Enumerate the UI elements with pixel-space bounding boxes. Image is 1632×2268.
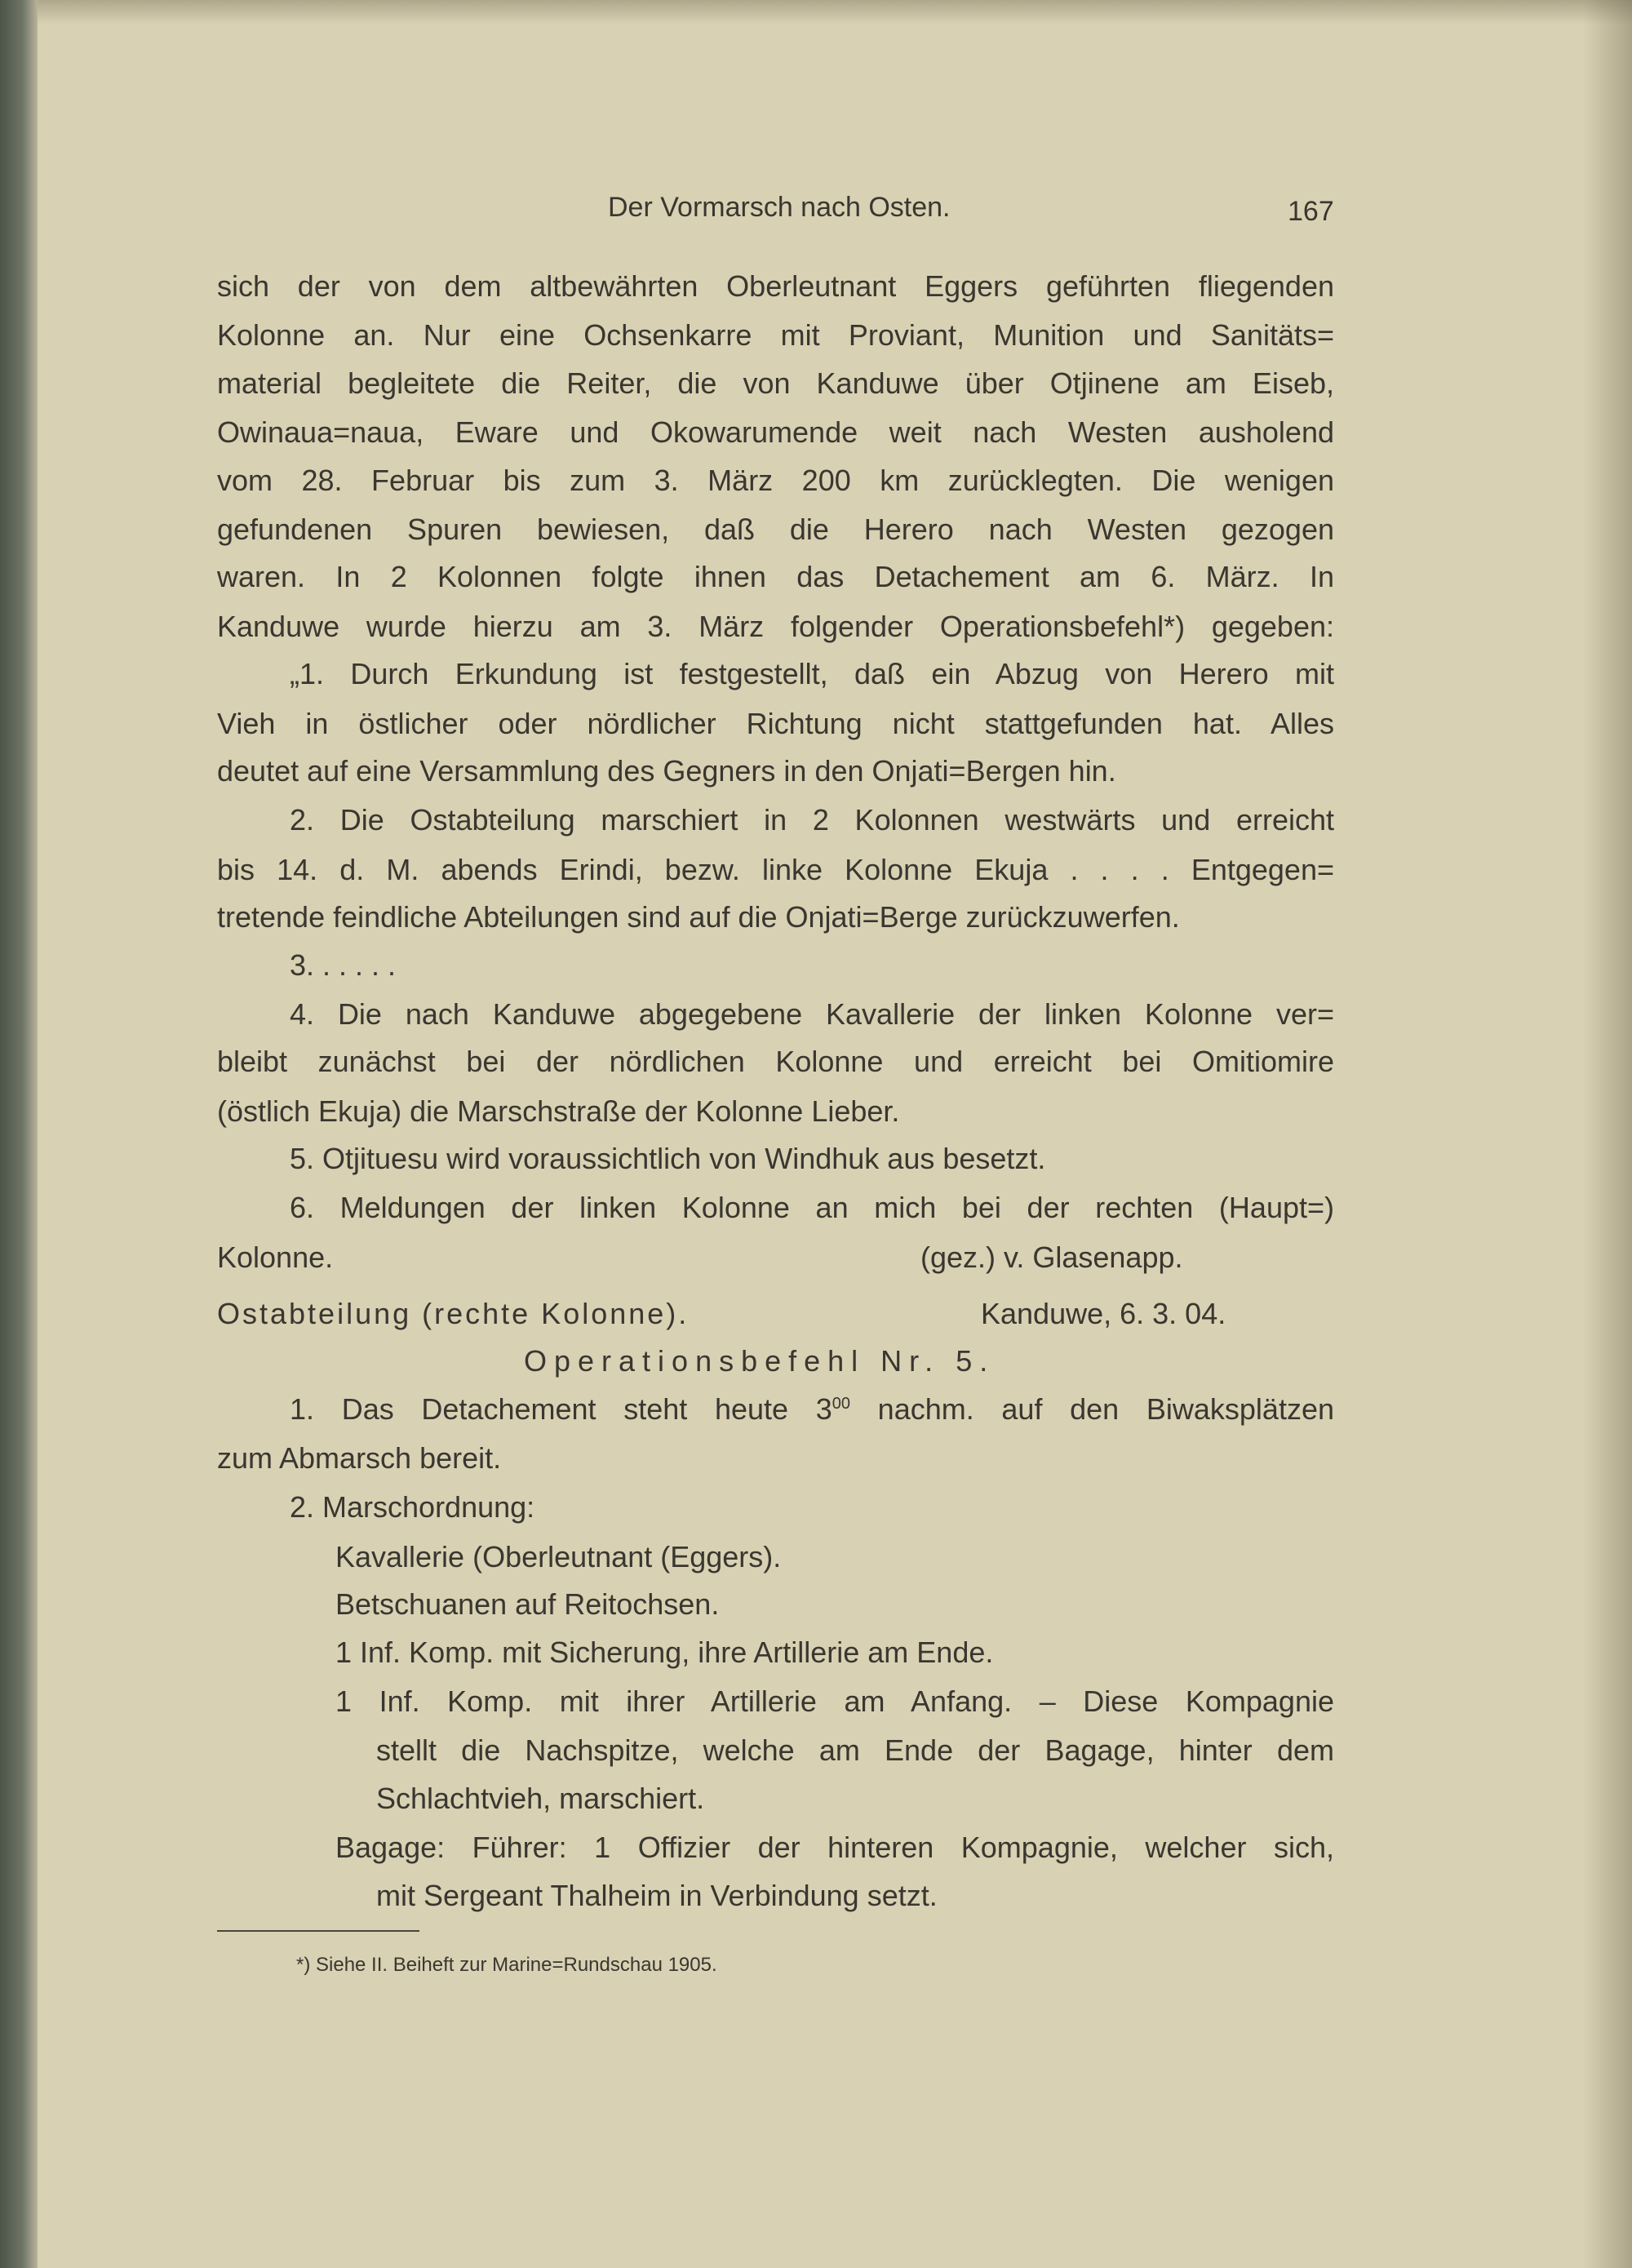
text-line: 2. Marschordnung: [290, 1490, 535, 1524]
text-line: 3. . . . . . [290, 948, 397, 982]
text-segment: 1. Das Detachement steht heute 3 [290, 1392, 832, 1426]
text-line: Vieh in östlicher oder nördlicher Richtung nicht stattgefunden hat. Alles [217, 707, 1334, 740]
text-segment: nachm. auf den Biwaksplätzen [849, 1392, 1334, 1426]
text-line: 1 Inf. Komp. mit ihrer Artillerie am Anfang. – Diese Kompagnie [335, 1684, 1334, 1718]
text-line: 1 Inf. Komp. mit Sicherung, ihre Artillerie am Ende. [335, 1636, 994, 1669]
order-unit: Ostabteilung (rechte Kolonne). [217, 1297, 690, 1330]
text-line: Betschuanen auf Reitochsen. [335, 1587, 720, 1621]
text-line: sich der von dem altbewährten Oberleutnant Eggers geführten fliegenden [217, 269, 1334, 303]
text-line: Owinaua=naua, Eware und Okowarumende weit nach Westen ausholend [217, 415, 1334, 449]
text-line: Bagage: Führer: 1 Offizier der hinteren Kompagnie, welcher sich, [335, 1831, 1334, 1864]
text-line: Kolonne an. Nur eine Ochsenkarre mit Proviant, Munition und Sanitäts= [217, 318, 1334, 352]
signature-name: (gez.) v. Glasenapp. [920, 1241, 1183, 1274]
text-line: zum Abmarsch bereit. [217, 1441, 502, 1475]
text-line: 4. Die nach Kanduwe abgegebene Kavallerie der linken Kolonne ver= [290, 997, 1334, 1031]
text-line: bis 14. d. M. abends Erindi, bezw. linke Kolonne Ekuja . . . . Entgegen= [217, 853, 1334, 886]
text-line: 5. Otjituesu wird voraussichtlich von Windhuk aus besetzt. [290, 1142, 1046, 1175]
text-line: gefundenen Spuren bewiesen, daß die Herero nach Westen gezogen [217, 513, 1334, 546]
text-line: deutet auf eine Versammlung des Gegners in den Onjati=Bergen hin. [217, 754, 1116, 788]
text-line: „1. Durch Erkundung ist festgestellt, daß ein Abzug von Herero mit [290, 657, 1334, 690]
text-line: bleibt zunächst bei der nördlichen Kolonne und erreicht bei Omitiomire [217, 1045, 1334, 1078]
text-line: mit Sergeant Thalheim in Verbindung setzt. [376, 1879, 938, 1912]
text-line: tretende feindliche Abteilungen sind auf die Onjati=Berge zurückzuwerfen. [217, 900, 1180, 934]
text-line: stellt die Nachspitze, welche am Ende der Bagage, hinter dem [376, 1733, 1334, 1767]
footnote-rule [217, 1930, 419, 1932]
text-line: Schlachtvieh, marschiert. [376, 1782, 705, 1815]
book-binding [0, 0, 38, 2268]
text-line: waren. In 2 Kolonnen folgte ihnen das Detachement am 6. März. In [217, 560, 1334, 593]
text-line: 6. Meldungen der linken Kolonne an mich bei der rechten (Haupt=) [290, 1191, 1334, 1224]
text-line: 2. Die Ostabteilung marschiert in 2 Kolonnen westwärts und erreicht [290, 803, 1334, 837]
page-edge-shadow [1583, 0, 1632, 2268]
order-place-date: Kanduwe, 6. 3. 04. [981, 1297, 1226, 1330]
order-title: Operationsbefehl Nr. 5. [524, 1344, 996, 1378]
text-line: material begleitete die Reiter, die von Kanduwe über Otjinene am Eiseb, [217, 366, 1334, 400]
page-number: 167 [1288, 196, 1334, 227]
page-top-shadow [38, 0, 1632, 24]
running-title: Der Vormarsch nach Osten. [608, 192, 951, 223]
superscript: 00 [832, 1395, 850, 1413]
text-line: Kavallerie (Oberleutnant (Eggers). [335, 1540, 782, 1573]
text-line: Kanduwe wurde hierzu am 3. März folgender Operationsbefehl*) gegeben: [217, 610, 1334, 643]
text-line: vom 28. Februar bis zum 3. März 200 km zurücklegten. Die wenigen [217, 464, 1334, 497]
text-line: (östlich Ekuja) die Marschstraße der Kolonne Lieber. [217, 1094, 900, 1128]
text-line [290, 1389, 1334, 1430]
footnote: *) Siehe II. Beiheft zur Marine=Rundschau 1905. [296, 1954, 717, 1976]
signature-left: Kolonne. [217, 1241, 334, 1274]
